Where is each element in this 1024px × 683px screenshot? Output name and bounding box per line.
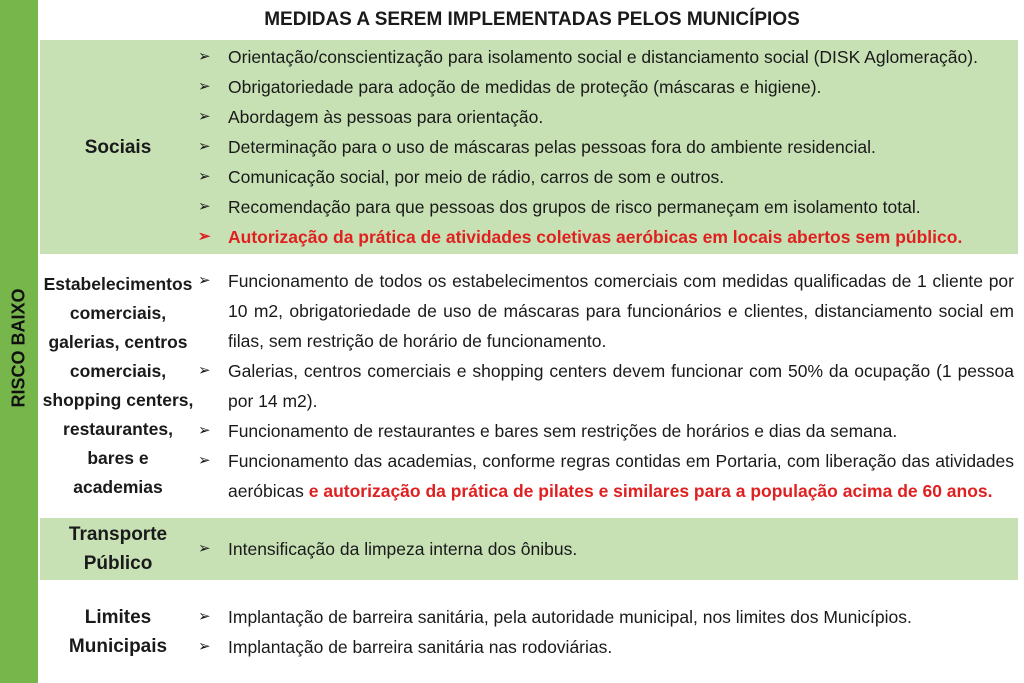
list-item: ➢ Determinação para o uso de máscaras pelas pessoas fora do ambiente residencial. xyxy=(198,132,1014,162)
arrow-bullet-icon: ➢ xyxy=(198,608,211,625)
arrow-bullet-icon: ➢ xyxy=(198,272,211,289)
arrow-bullet-icon: ➢ xyxy=(198,638,211,655)
section-limites-municipais xyxy=(40,582,1018,682)
list-item xyxy=(198,446,1014,506)
arrow-bullet-icon: ➢ xyxy=(198,422,211,439)
list-item: ➢ Orientação/conscientização para isolamento social e distanciamento social (DISK Aglomeração). xyxy=(198,42,1014,72)
measure-list xyxy=(194,40,1018,254)
list-item: ➢ Funcionamento de restaurantes e bares sem restrições de horários e dias da semana. xyxy=(198,416,1014,446)
list-item: ➢ Galerias, centros comerciais e shopping centers devem funcionar com 50% da ocupação (1 pessoa por 14 m2). xyxy=(198,356,1014,416)
list-item: ➢ Comunicação social, por meio de rádio, carros de som e outros. xyxy=(198,162,1014,192)
arrow-bullet-icon: ➢ xyxy=(198,168,211,185)
list-item: ➢ Obrigatoriedade para adoção de medidas de proteção (máscaras e higiene). xyxy=(198,72,1014,102)
table-title: MEDIDAS A SEREM IMPLEMENTADAS PELOS MUNICÍPIOS xyxy=(40,0,1024,40)
section-estabelecimentos xyxy=(40,256,1018,516)
list-item: ➢ Implantação de barreira sanitária, pela autoridade municipal, nos limites dos Municípios. xyxy=(198,602,1014,632)
arrow-bullet-icon: ➢ xyxy=(198,48,211,65)
section-transporte-publico xyxy=(40,518,1018,580)
list-item: ➢ Funcionamento de todos os estabelecimentos comerciais com medidas qualificadas de 1 cliente por 10 m2, obrigatoriedade de uso de máscaras para funcionários e clientes, distanciamento social em filas, sem restrição de horário de funcionamento. xyxy=(198,266,1014,356)
measure-list xyxy=(194,582,1018,682)
category-label: Estabelecimentos comerciais, galerias, centros comerciais, shopping centers, restaurantes, bares e academias xyxy=(42,274,194,497)
arrow-bullet-icon: ➢ xyxy=(198,452,211,469)
list-item: ➢ Abordagem às pessoas para orientação. xyxy=(198,102,1014,132)
category-label: Sociais xyxy=(84,136,152,158)
arrow-bullet-icon: ➢ xyxy=(198,198,211,215)
category-label: Transporte Público xyxy=(68,524,168,574)
arrow-bullet-icon: ➢ xyxy=(198,108,211,125)
list-item: ➢ Intensificação da limpeza interna dos ônibus. xyxy=(198,534,1014,564)
item-text-plain: Funcionamento das academias, conforme regras contidas em Portaria, com liberação das atividades aeróbicas xyxy=(228,451,1014,501)
arrow-bullet-icon: ➢ xyxy=(198,362,211,379)
risk-level-sidebar xyxy=(0,0,40,683)
list-item: ➢ Recomendação para que pessoas dos grupos de risco permaneçam em isolamento total. xyxy=(198,192,1014,222)
list-item: ➢ Implantação de barreira sanitária nas rodoviárias. xyxy=(198,632,1014,662)
arrow-bullet-icon: ➢ xyxy=(198,228,211,245)
category-label: Limites Municipais xyxy=(68,607,168,657)
measure-list xyxy=(194,518,1018,580)
arrow-bullet-icon: ➢ xyxy=(198,78,211,95)
list-item-highlighted: ➢ Autorização da prática de atividades coletivas aeróbicas em locais abertos sem público. xyxy=(198,222,1014,252)
arrow-bullet-icon: ➢ xyxy=(198,540,211,557)
arrow-bullet-icon: ➢ xyxy=(198,138,211,155)
risk-level-label: RISCO BAIXO xyxy=(8,288,29,408)
measure-list xyxy=(194,256,1018,516)
section-sociais xyxy=(40,40,1018,254)
item-text-highlight: e autorização da prática de pilates e similares para a população acima de 60 anos. xyxy=(308,481,993,501)
